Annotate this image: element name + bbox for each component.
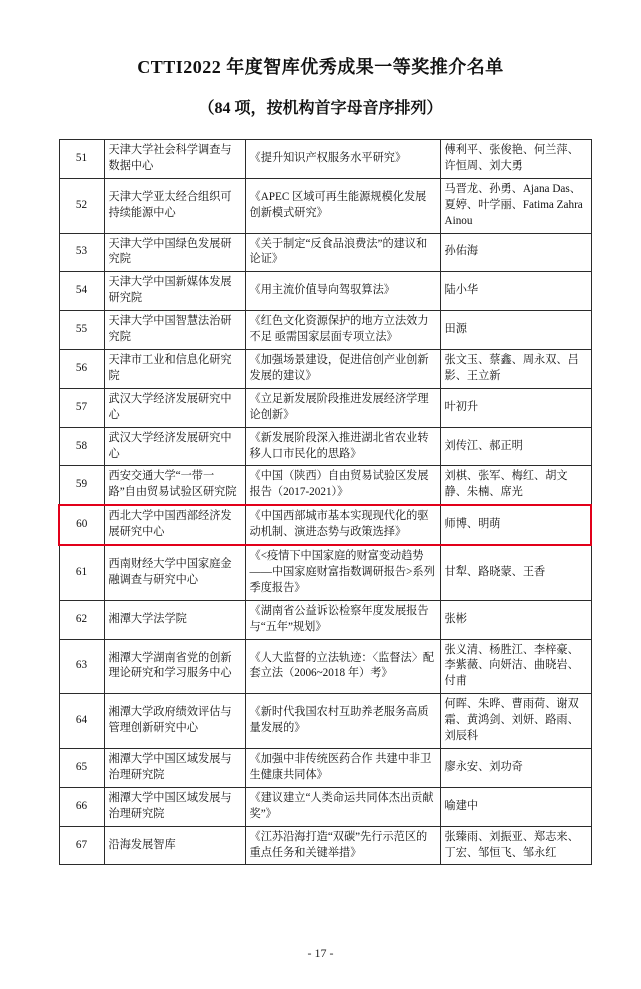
table-row bbox=[59, 349, 591, 388]
row-organization: 湘潭大学湖南省党的创新理论研究和学习服务中心 bbox=[104, 639, 245, 694]
table-row bbox=[59, 272, 591, 311]
row-achievement-title: 《关于制定“反食品浪费法”的建议和论证》 bbox=[245, 233, 440, 272]
row-authors: 张臻雨、刘振亚、郑志来、丁宏、邹恒飞、邹永红 bbox=[440, 826, 591, 865]
row-organization: 天津大学社会科学调查与数据中心 bbox=[104, 140, 245, 179]
row-authors: 马晋龙、孙勇、Ajana Das、夏婷、叶学丽、Fatima Zahra Ainou bbox=[440, 178, 591, 233]
table-row bbox=[59, 694, 591, 749]
table-row bbox=[59, 311, 591, 350]
row-achievement-title: 《加强中非传统医药合作 共建中非卫生健康共同体》 bbox=[245, 749, 440, 788]
award-list-table bbox=[58, 139, 592, 865]
table-row bbox=[59, 178, 591, 233]
row-number: 54 bbox=[59, 272, 104, 311]
row-organization: 湘潭大学中国区域发展与治理研究院 bbox=[104, 787, 245, 826]
row-organization: 湘潭大学法学院 bbox=[104, 600, 245, 639]
row-authors: 田源 bbox=[440, 311, 591, 350]
row-number: 53 bbox=[59, 233, 104, 272]
table-row bbox=[59, 787, 591, 826]
table-row bbox=[59, 140, 591, 179]
table-row bbox=[59, 388, 591, 427]
row-authors: 张文玉、蔡鑫、周永双、吕影、王立新 bbox=[440, 349, 591, 388]
row-organization: 武汉大学经济发展研究中心 bbox=[104, 388, 245, 427]
page-footer-number: - 17 - bbox=[307, 946, 334, 960]
row-achievement-title: 《人大监督的立法轨迹：〈监督法〉配套立法（2006~2018 年）考》 bbox=[245, 639, 440, 694]
table-row bbox=[59, 600, 591, 639]
table-row bbox=[59, 749, 591, 788]
row-organization: 湘潭大学中国区域发展与治理研究院 bbox=[104, 749, 245, 788]
row-achievement-title: 《中国西部城市基本实现现代化的驱动机制、演进态势与政策选择》 bbox=[245, 505, 440, 545]
row-authors: 廖永安、刘功奇 bbox=[440, 749, 591, 788]
row-achievement-title: 《新时代我国农村互助养老服务高质量发展的》 bbox=[245, 694, 440, 749]
row-organization: 天津大学亚太经合组织可持续能源中心 bbox=[104, 178, 245, 233]
row-authors: 傅利平、张俊艳、何兰萍、许恒周、刘大勇 bbox=[440, 140, 591, 179]
row-number: 56 bbox=[59, 349, 104, 388]
row-number: 52 bbox=[59, 178, 104, 233]
row-authors: 喻建中 bbox=[440, 787, 591, 826]
row-authors: 陆小华 bbox=[440, 272, 591, 311]
row-organization: 天津大学中国新媒体发展研究院 bbox=[104, 272, 245, 311]
row-achievement-title: 《建议建立“人类命运共同体杰出贡献奖”》 bbox=[245, 787, 440, 826]
row-achievement-title: 《红色文化资源保护的地方立法效力不足 亟需国家层面专项立法》 bbox=[245, 311, 440, 350]
row-organization: 天津大学中国智慧法治研究院 bbox=[104, 311, 245, 350]
row-authors: 叶初升 bbox=[440, 388, 591, 427]
row-number: 51 bbox=[59, 140, 104, 179]
row-authors: 张义清、杨胜江、李梓豪、李紫薇、向妍洁、曲晓岩、付甫 bbox=[440, 639, 591, 694]
row-number: 64 bbox=[59, 694, 104, 749]
row-authors: 刘棋、张军、梅红、胡文静、朱楠、席光 bbox=[440, 466, 591, 505]
row-number: 57 bbox=[59, 388, 104, 427]
table-row bbox=[59, 233, 591, 272]
row-authors: 何晖、朱晔、曹雨荷、谢双霜、黄鸿剑、刘妍、路雨、刘辰科 bbox=[440, 694, 591, 749]
table-row-highlighted bbox=[59, 505, 591, 545]
page-title: CTTI2022 年度智库优秀成果一等奖推介名单 bbox=[137, 57, 504, 77]
row-number: 67 bbox=[59, 826, 104, 865]
row-organization: 沿海发展智库 bbox=[104, 826, 245, 865]
table-row bbox=[59, 639, 591, 694]
table-row bbox=[59, 427, 591, 466]
row-organization: 天津市工业和信息化研究院 bbox=[104, 349, 245, 388]
row-organization: 武汉大学经济发展研究中心 bbox=[104, 427, 245, 466]
row-organization: 西安交通大学“一带一路”自由贸易试验区研究院 bbox=[104, 466, 245, 505]
table-row bbox=[59, 545, 591, 600]
row-achievement-title: 《APEC 区域可再生能源规模化发展创新模式研究》 bbox=[245, 178, 440, 233]
page-subtitle: （84 项，按机构首字母音序排列） bbox=[198, 100, 443, 117]
row-number: 55 bbox=[59, 311, 104, 350]
row-authors: 师博、明萌 bbox=[440, 505, 591, 545]
row-authors: 孙佑海 bbox=[440, 233, 591, 272]
row-number: 66 bbox=[59, 787, 104, 826]
row-organization: 湘潭大学政府绩效评估与管理创新研究中心 bbox=[104, 694, 245, 749]
table-row bbox=[59, 466, 591, 505]
table-row bbox=[59, 826, 591, 865]
award-table-body bbox=[59, 140, 591, 865]
row-organization: 西北大学中国西部经济发展研究中心 bbox=[104, 505, 245, 545]
row-number: 59 bbox=[59, 466, 104, 505]
row-organization: 西南财经大学中国家庭金融调查与研究中心 bbox=[104, 545, 245, 600]
row-number: 65 bbox=[59, 749, 104, 788]
row-achievement-title: 《湖南省公益诉讼检察年度发展报告与“五年”规划》 bbox=[245, 600, 440, 639]
row-achievement-title: 《新发展阶段深入推进湖北省农业转移人口市民化的思路》 bbox=[245, 427, 440, 466]
row-number: 61 bbox=[59, 545, 104, 600]
row-number: 63 bbox=[59, 639, 104, 694]
row-organization: 天津大学中国绿色发展研究院 bbox=[104, 233, 245, 272]
row-achievement-title: 《江苏沿海打造“双碳”先行示范区的重点任务和关键举措》 bbox=[245, 826, 440, 865]
row-authors: 张彬 bbox=[440, 600, 591, 639]
row-achievement-title: 《<疫情下中国家庭的财富变动趋势——中国家庭财富指数调研报告>系列季度报告》 bbox=[245, 545, 440, 600]
row-achievement-title: 《加强场景建设，促进信创产业创新发展的建议》 bbox=[245, 349, 440, 388]
row-number: 60 bbox=[59, 505, 104, 545]
row-achievement-title: 《立足新发展阶段推进发展经济学理论创新》 bbox=[245, 388, 440, 427]
row-authors: 甘犁、路晓蒙、王香 bbox=[440, 545, 591, 600]
row-number: 58 bbox=[59, 427, 104, 466]
row-authors: 刘传江、郝正明 bbox=[440, 427, 591, 466]
row-achievement-title: 《提升知识产权服务水平研究》 bbox=[245, 140, 440, 179]
row-achievement-title: 《用主流价值导向驾驭算法》 bbox=[245, 272, 440, 311]
row-number: 62 bbox=[59, 600, 104, 639]
row-achievement-title: 《中国（陕西）自由贸易试验区发展报告（2017-2021）》 bbox=[245, 466, 440, 505]
